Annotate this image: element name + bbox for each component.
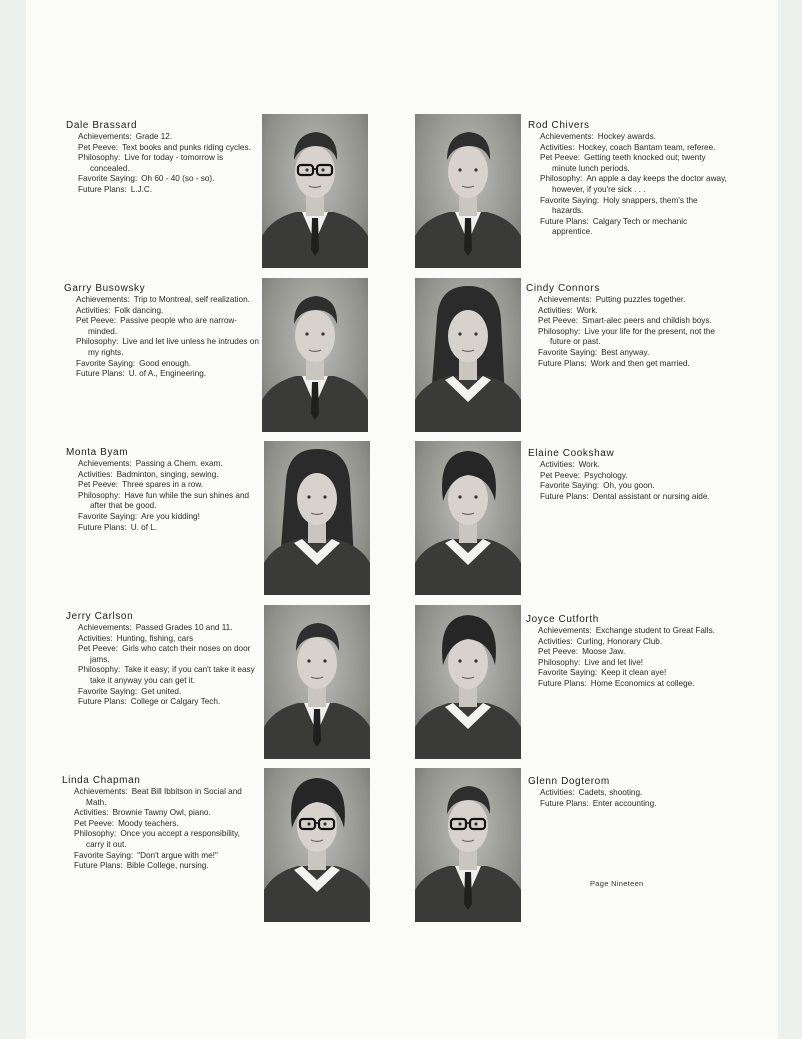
detail-line	[62, 829, 260, 850]
detail-label: Philosophy:	[74, 829, 117, 839]
detail-value: Have fun while the sun shines and after that be good.	[90, 490, 250, 511]
detail-line	[66, 480, 256, 491]
detail-value: Live for today - tomorrow is concealed.	[90, 153, 224, 173]
detail-value: Enter accounting.	[592, 798, 657, 808]
detail-line	[526, 306, 730, 317]
detail-value: Psychology.	[584, 470, 628, 480]
detail-value: Curling, Honorary Club.	[576, 636, 663, 646]
detail-label: Favorite Saying:	[78, 174, 138, 184]
student-name: Cindy Connors	[526, 283, 600, 294]
detail-value: Holy snappers, them's the hazards.	[552, 195, 698, 216]
detail-value: U. of L.	[130, 522, 158, 532]
detail-label: Favorite Saying:	[538, 347, 598, 357]
detail-label: Philosophy:	[538, 657, 581, 667]
detail-label: Pet Peeve:	[540, 153, 581, 163]
detail-line	[64, 295, 260, 306]
student-entry-jerry-carlson	[66, 611, 258, 708]
detail-value: Moose Jaw.	[582, 647, 626, 657]
portrait-silhouette	[415, 441, 521, 595]
detail-label: Pet Peeve:	[538, 647, 579, 657]
detail-value: Passed Grades 10 and 11.	[135, 623, 233, 632]
detail-label: Favorite Saying:	[540, 195, 600, 205]
detail-line	[528, 143, 728, 154]
portrait-photo-dale-brassard	[262, 114, 368, 268]
portrait-photo-monta-byam	[264, 441, 370, 595]
detail-label: Activities:	[78, 469, 113, 479]
detail-label: Future Plans:	[78, 697, 127, 707]
detail-line	[526, 658, 732, 669]
detail-line	[66, 470, 256, 481]
student-entry-dale-brassard	[66, 120, 252, 196]
detail-value: Folk dancing.	[114, 305, 164, 315]
detail-value: Putting puzzles together.	[595, 295, 686, 304]
detail-label: Activities:	[540, 788, 575, 797]
student-details	[64, 295, 260, 380]
detail-label: Philosophy:	[540, 174, 583, 184]
page-number: Page Nineteen	[590, 879, 644, 888]
detail-line	[526, 295, 730, 306]
detail-value: Moody teachers.	[118, 818, 179, 828]
detail-line	[528, 132, 728, 143]
detail-value: Smart-alec peers and childish boys.	[582, 316, 712, 326]
portrait-silhouette	[415, 605, 521, 759]
student-details	[66, 132, 252, 196]
detail-line	[526, 327, 730, 348]
detail-line	[528, 492, 732, 503]
detail-label: Future Plans:	[76, 369, 125, 379]
detail-label: Favorite Saying:	[540, 481, 600, 491]
detail-line	[62, 819, 260, 830]
detail-label: Philosophy:	[78, 665, 121, 675]
student-name: Linda Chapman	[62, 775, 141, 786]
detail-label: Future Plans:	[74, 861, 123, 871]
detail-line	[526, 668, 732, 679]
detail-value: Text books and punks riding cycles.	[122, 142, 251, 152]
student-entry-joyce-cutforth	[526, 614, 732, 690]
detail-line	[526, 679, 732, 690]
detail-line	[64, 359, 260, 370]
detail-label: Achievements:	[78, 623, 132, 632]
detail-value: Live your life for the present, not the future or past.	[550, 326, 715, 347]
portrait-silhouette	[415, 114, 521, 268]
detail-line	[62, 851, 260, 862]
student-details	[528, 788, 728, 809]
detail-line	[526, 626, 732, 637]
detail-line	[66, 644, 258, 665]
detail-line	[528, 196, 728, 217]
detail-value: Keep it clean aye!	[601, 668, 667, 678]
detail-line	[66, 634, 258, 645]
student-name: Rod Chivers	[528, 120, 590, 131]
detail-label: Pet Peeve:	[538, 316, 579, 326]
detail-line	[64, 337, 260, 358]
detail-value: Take it easy; if you can't take it easy take it anyway you can get it.	[90, 665, 255, 685]
detail-line	[526, 316, 730, 327]
detail-line	[528, 481, 732, 492]
portrait-silhouette	[264, 768, 370, 922]
detail-value: Live and let live!	[584, 657, 644, 667]
detail-label: Favorite Saying:	[78, 511, 138, 521]
detail-value: Girls who catch their noses on door jams.	[90, 644, 251, 664]
detail-value: "Don't argue with me!"	[137, 850, 218, 860]
detail-label: Favorite Saying:	[538, 668, 598, 678]
student-entry-glenn-dogterom	[528, 776, 728, 809]
detail-value: Are you kidding!	[141, 511, 200, 521]
detail-label: Achievements:	[540, 132, 594, 141]
student-details	[66, 459, 256, 533]
detail-line	[64, 369, 260, 380]
detail-label: Achievements:	[76, 295, 130, 304]
student-name: Joyce Cutforth	[526, 614, 599, 625]
portrait-photo-garry-busowsky	[262, 278, 368, 432]
detail-value: Calgary Tech or mechanic apprentice.	[552, 216, 688, 237]
detail-line	[528, 174, 728, 195]
detail-value: Live and let live unless he intrudes on my rights.	[88, 337, 259, 357]
detail-value: Beat Bill Ibbitson in Social and Math.	[86, 787, 242, 807]
detail-value: U. of A., Engineering.	[128, 369, 207, 379]
student-details	[528, 460, 732, 502]
student-name: Monta Byam	[66, 447, 129, 458]
detail-line	[66, 143, 252, 154]
student-entry-rod-chivers	[528, 120, 728, 238]
detail-label: Philosophy:	[76, 337, 119, 347]
student-details	[528, 132, 728, 238]
detail-value: Once you accept a responsibility, carry it out.	[86, 829, 240, 849]
detail-value: Best anyway.	[601, 347, 650, 357]
detail-label: Activities:	[538, 636, 573, 646]
detail-value: College or Calgary Tech.	[130, 697, 221, 707]
detail-line	[528, 217, 728, 238]
detail-line	[526, 647, 732, 658]
student-entry-garry-busowsky	[64, 283, 260, 380]
detail-label: Activities:	[540, 460, 575, 469]
detail-label: Favorite Saying:	[74, 850, 134, 860]
detail-line	[62, 787, 260, 808]
detail-label: Achievements:	[78, 132, 132, 141]
detail-line	[66, 623, 258, 634]
portrait-silhouette	[264, 441, 370, 595]
detail-line	[66, 697, 258, 708]
detail-label: Activities:	[540, 142, 575, 152]
detail-label: Philosophy:	[78, 153, 121, 163]
detail-value: Cadets, shooting.	[578, 788, 643, 797]
student-entry-cindy-connors	[526, 283, 730, 369]
detail-label: Future Plans:	[78, 184, 127, 194]
detail-value: Getting teeth knocked out; twenty minute lunch periods.	[552, 153, 706, 173]
detail-line	[62, 808, 260, 819]
detail-value: Hockey awards.	[597, 132, 656, 141]
detail-value: Good enough.	[139, 358, 192, 368]
detail-value: Badminton, singing, sewing.	[116, 469, 219, 479]
portrait-silhouette	[262, 114, 368, 268]
detail-line	[66, 132, 252, 143]
detail-value: Grade 12.	[135, 132, 173, 141]
portrait-photo-glenn-dogterom	[415, 768, 521, 922]
detail-line	[526, 348, 730, 359]
portrait-photo-cindy-connors	[415, 278, 521, 432]
portrait-photo-joyce-cutforth	[415, 605, 521, 759]
detail-value: Work and then get married.	[590, 358, 690, 368]
detail-line	[66, 185, 252, 196]
detail-value: Work.	[576, 305, 598, 315]
detail-line	[528, 153, 728, 174]
detail-label: Future Plans:	[540, 798, 589, 808]
detail-line	[66, 459, 256, 470]
detail-value: Passive people who are narrow-minded.	[88, 316, 238, 336]
detail-value: Hockey, coach Bantam team, referee.	[578, 142, 716, 152]
detail-value: Three spares in a row.	[122, 480, 204, 490]
portrait-photo-elaine-cookshaw	[415, 441, 521, 595]
detail-label: Future Plans:	[540, 216, 589, 226]
portrait-photo-rod-chivers	[415, 114, 521, 268]
detail-label: Pet Peeve:	[78, 644, 119, 654]
detail-label: Philosophy:	[538, 326, 581, 336]
detail-line	[66, 174, 252, 185]
detail-line	[526, 637, 732, 648]
detail-line	[528, 460, 732, 471]
student-details	[66, 623, 258, 708]
detail-value: Bible College, nursing.	[126, 861, 209, 871]
detail-label: Future Plans:	[78, 522, 127, 532]
detail-label: Activities:	[78, 633, 113, 643]
student-name: Elaine Cookshaw	[528, 448, 615, 459]
detail-value: Oh 60 - 40 (so - so).	[141, 174, 215, 184]
portrait-silhouette	[415, 768, 521, 922]
detail-line	[66, 687, 258, 698]
detail-value: Get united.	[141, 686, 182, 696]
detail-value: L.J.C.	[130, 184, 153, 194]
detail-value: Home Economics at college.	[590, 678, 695, 688]
detail-line	[66, 153, 252, 174]
portrait-silhouette	[264, 605, 370, 759]
detail-line	[62, 861, 260, 872]
detail-label: Philosophy:	[78, 490, 121, 500]
student-name: Dale Brassard	[66, 120, 138, 131]
detail-value: Exchange student to Great Falls.	[595, 626, 715, 635]
detail-value: Passing a Chem. exam.	[135, 459, 223, 468]
detail-line	[528, 799, 728, 810]
detail-line	[64, 316, 260, 337]
detail-label: Favorite Saying:	[76, 358, 136, 368]
detail-line	[66, 512, 256, 523]
student-details	[62, 787, 260, 872]
detail-value: Dental assistant or nursing aide.	[592, 491, 710, 501]
detail-value: An apple a day keeps the doctor away, however, if you're sick . . .	[552, 174, 727, 194]
detail-value: Oh, you goon.	[603, 481, 655, 491]
student-name: Glenn Dogterom	[528, 776, 610, 787]
detail-line	[66, 523, 256, 534]
detail-label: Future Plans:	[538, 678, 587, 688]
detail-label: Pet Peeve:	[74, 818, 115, 828]
detail-line	[528, 788, 728, 799]
detail-line	[64, 306, 260, 317]
detail-line	[528, 471, 732, 482]
portrait-silhouette	[415, 278, 521, 432]
detail-line	[66, 491, 256, 512]
student-details	[526, 295, 730, 369]
portrait-photo-linda-chapman	[264, 768, 370, 922]
detail-label: Pet Peeve:	[76, 316, 117, 326]
detail-label: Achievements:	[78, 459, 132, 468]
detail-label: Activities:	[74, 808, 109, 818]
student-name: Garry Busowsky	[64, 283, 146, 294]
detail-value: Work.	[578, 460, 600, 469]
detail-label: Pet Peeve:	[78, 480, 119, 490]
detail-label: Pet Peeve:	[540, 470, 581, 480]
portrait-silhouette	[262, 278, 368, 432]
student-entry-elaine-cookshaw	[528, 448, 732, 502]
detail-line	[66, 665, 258, 686]
detail-label: Pet Peeve:	[78, 142, 119, 152]
student-entry-linda-chapman	[62, 775, 260, 872]
detail-value: Brownie Tawny Owl, piano.	[112, 808, 211, 818]
detail-value: Trip to Montreal, self realization.	[133, 295, 250, 304]
detail-line	[526, 359, 730, 370]
student-name: Jerry Carlson	[66, 611, 134, 622]
detail-value: Hunting, fishing, cars	[116, 633, 194, 643]
portrait-photo-jerry-carlson	[264, 605, 370, 759]
detail-label: Favorite Saying:	[78, 686, 138, 696]
detail-label: Achievements:	[74, 787, 128, 796]
detail-label: Activities:	[76, 305, 111, 315]
detail-label: Achievements:	[538, 295, 592, 304]
student-entry-monta-byam	[66, 447, 256, 533]
student-details	[526, 626, 732, 690]
detail-label: Achievements:	[538, 626, 592, 635]
detail-label: Future Plans:	[538, 358, 587, 368]
detail-label: Activities:	[538, 305, 573, 315]
detail-label: Future Plans:	[540, 491, 589, 501]
